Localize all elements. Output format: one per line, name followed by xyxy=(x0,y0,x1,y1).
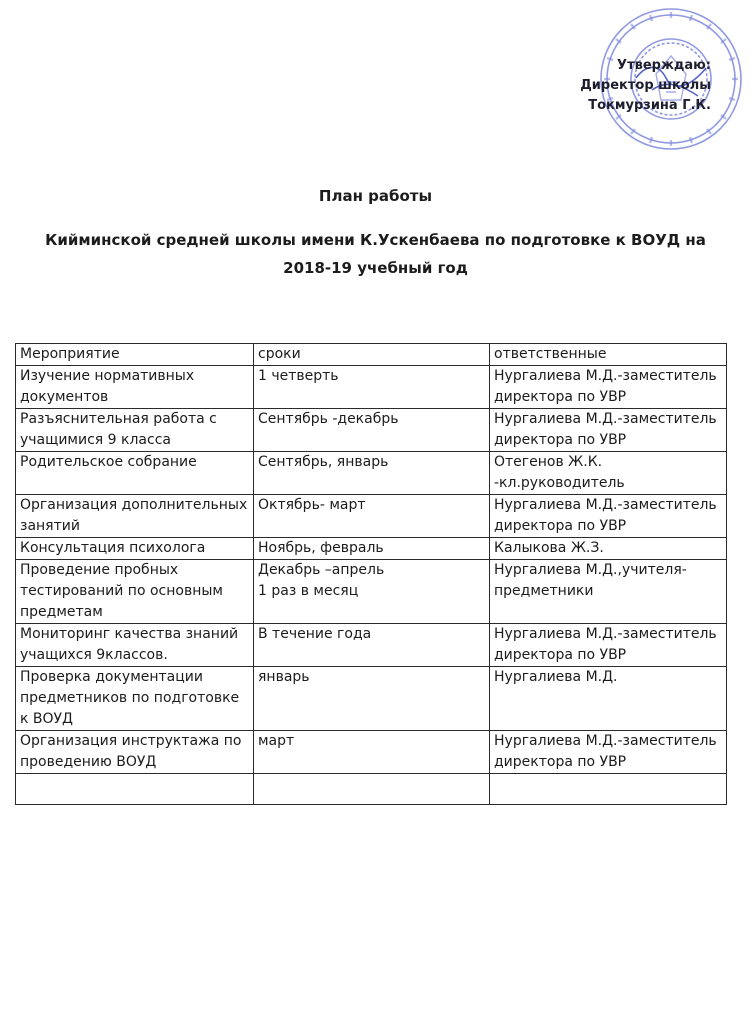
document-title: План работы xyxy=(318,187,433,205)
header-deadlines: сроки xyxy=(254,344,490,366)
table-row xyxy=(16,409,727,452)
document-subtitle: Кийминской средней школы имени К.Ускенбаева по подготовке к ВОУД на 2018-19 учебный год xyxy=(45,231,706,277)
deadline-cell: март xyxy=(254,731,490,774)
header-responsible: ответственные xyxy=(490,344,727,366)
deadline-cell: Ноябрь, февраль xyxy=(254,538,490,560)
deadline-cell: Декабрь –апрель 1 раз в месяц xyxy=(254,560,490,624)
event-cell: Изучение нормативных документов xyxy=(16,366,254,409)
plan-table-body xyxy=(16,344,727,805)
table-row xyxy=(16,452,727,495)
event-cell: Мониторинг качества знаний учащихся 9классов. xyxy=(16,624,254,667)
approval-name: Токмурзина Г.К. xyxy=(588,98,711,113)
event-cell xyxy=(16,774,254,805)
event-cell: Консультация психолога xyxy=(16,538,254,560)
responsible-cell xyxy=(490,774,727,805)
approval-word: Утверждаю: xyxy=(617,58,711,73)
event-cell: Организация дополнительных занятий xyxy=(16,495,254,538)
table-row xyxy=(16,495,727,538)
deadline-cell: В течение года xyxy=(254,624,490,667)
table-row xyxy=(16,667,727,731)
table-row xyxy=(16,366,727,409)
responsible-cell: Нургалиева М.Д.-заместитель директора по УВР xyxy=(490,495,727,538)
table-header-row xyxy=(16,344,727,366)
event-cell: Родительское собрание xyxy=(16,452,254,495)
responsible-cell: Нургалиева М.Д.-заместитель директора по УВР xyxy=(490,366,727,409)
table-row xyxy=(16,624,727,667)
table-row xyxy=(16,538,727,560)
responsible-cell: Нургалиева М.Д.-заместитель директора по УВР xyxy=(490,731,727,774)
event-cell: Разъяснительная работа с учащимися 9 класса xyxy=(16,409,254,452)
deadline-cell: январь xyxy=(254,667,490,731)
responsible-cell: Нургалиева М.Д.,учителя-предметники xyxy=(490,560,727,624)
responsible-cell: Нургалиева М.Д.-заместитель директора по УВР xyxy=(490,624,727,667)
event-cell: Проведение пробных тестирований по основным предметам xyxy=(16,560,254,624)
deadline-cell: Октябрь- март xyxy=(254,495,490,538)
table-row xyxy=(16,774,727,805)
table-row xyxy=(16,560,727,624)
responsible-cell: Нургалиева М.Д. xyxy=(490,667,727,731)
table-row xyxy=(16,731,727,774)
plan-table xyxy=(15,343,727,805)
responsible-cell: Отегенов Ж.К. -кл.руководитель xyxy=(490,452,727,495)
deadline-cell: Сентябрь, январь xyxy=(254,452,490,495)
responsible-cell: Нургалиева М.Д.-заместитель директора по УВР xyxy=(490,409,727,452)
event-cell: Организация инструктажа по проведению ВОУД xyxy=(16,731,254,774)
approval-position: Директор школы xyxy=(580,78,711,93)
deadline-cell: 1 четверть xyxy=(254,366,490,409)
event-cell: Проверка документации предметников по подготовке к ВОУД xyxy=(16,667,254,731)
header-event: Мероприятие xyxy=(16,344,254,366)
deadline-cell: Сентябрь -декабрь xyxy=(254,409,490,452)
approval-block xyxy=(580,56,711,116)
deadline-cell xyxy=(254,774,490,805)
responsible-cell: Калыкова Ж.З. xyxy=(490,538,727,560)
